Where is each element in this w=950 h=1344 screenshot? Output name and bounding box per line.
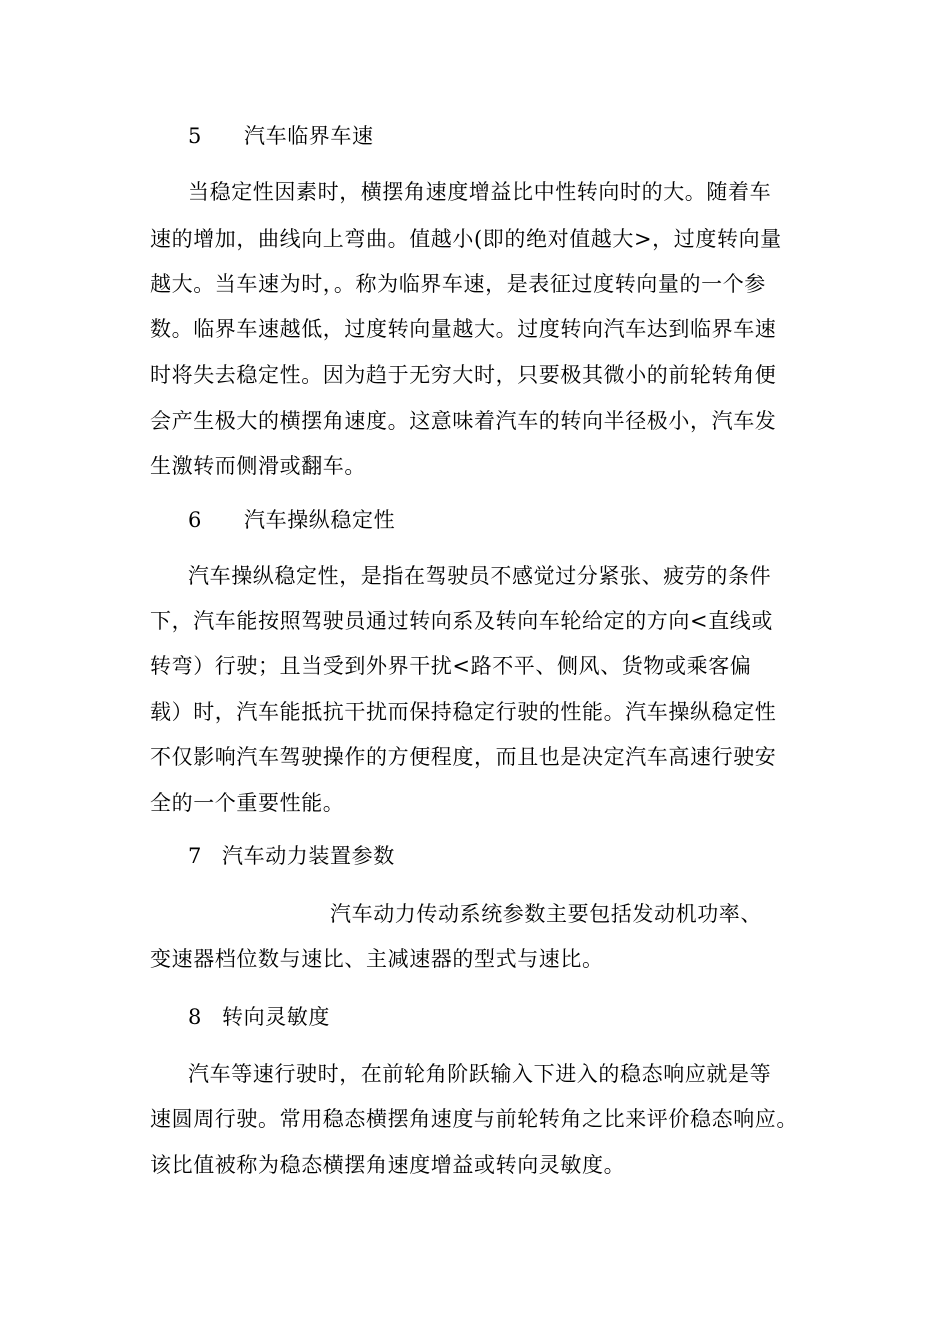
paragraph-line: 载）时，汽车能抵抗干扰而保持稳定行驶的性能。汽车操纵稳定性 <box>150 700 777 724</box>
paragraph-line: 下，汽车能按照驾驶员通过转向系及转向车轮给定的方向<直线或 <box>150 609 773 633</box>
paragraph-line: 会产生极大的横摆角速度。这意味着汽车的转向半径极小，汽车发 <box>150 409 777 433</box>
paragraph-line: 不仅影响汽车驾驶操作的方便程度，而且也是决定汽车高速行驶安 <box>150 745 777 769</box>
paragraph-line: 该比值被称为稳态横摆角速度增益或转向灵敏度。 <box>150 1153 626 1177</box>
section-title: 汽车动力装置参数 <box>222 844 395 868</box>
section-title: 汽车临界车速 <box>244 124 374 148</box>
paragraph-line: 生激转而侧滑或翻车。 <box>150 454 366 478</box>
section-number: 6 <box>188 508 202 532</box>
section-number: 8 <box>188 1005 202 1029</box>
paragraph-line: 全的一个重要性能。 <box>150 791 345 815</box>
paragraph-line: 速的增加，曲线向上弯曲。值越小(即的绝对值越大>，过度转向量 <box>150 227 782 251</box>
paragraph-line: 汽车动力传动系统参数主要包括发动机功率、 <box>330 902 762 926</box>
paragraph-line: 越大。当车速为时，。称为临界车速，是表征过度转向量的一个参 <box>150 272 766 296</box>
paragraph-line: 汽车操纵稳定性，是指在驾驶员不感觉过分紧张、疲劳的条件 <box>188 564 772 588</box>
paragraph-line: 转弯）行驶；且当受到外界干扰<路不平、侧风、货物或乘客偏 <box>150 654 752 678</box>
section-title: 转向灵敏度 <box>222 1005 330 1029</box>
section-number: 7 <box>188 844 202 868</box>
paragraph-line: 时将失去稳定性。因为趋于无穷大时，只要极其微小的前轮转角便 <box>150 363 777 387</box>
section-heading <box>188 842 395 870</box>
section-heading <box>188 506 395 534</box>
paragraph-line: 速圆周行驶。常用稳态横摆角速度与前轮转角之比来评价稳态响应。 <box>150 1107 798 1131</box>
paragraph-line: 变速器档位数与速比、主减速器的型式与速比。 <box>150 947 604 971</box>
section-title: 汽车操纵稳定性 <box>244 508 396 532</box>
paragraph-line: 当稳定性因素时，横摆角速度增益比中性转向时的大。随着车 <box>188 180 772 204</box>
paragraph-line: 汽车等速行驶时，在前轮角阶跃输入下进入的稳态响应就是等 <box>188 1062 772 1086</box>
paragraph-line: 数。临界车速越低，过度转向量越大。过度转向汽车达到临界车速 <box>150 317 777 341</box>
section-heading <box>188 122 374 150</box>
section-heading <box>188 1003 330 1031</box>
section-number: 5 <box>188 124 202 148</box>
